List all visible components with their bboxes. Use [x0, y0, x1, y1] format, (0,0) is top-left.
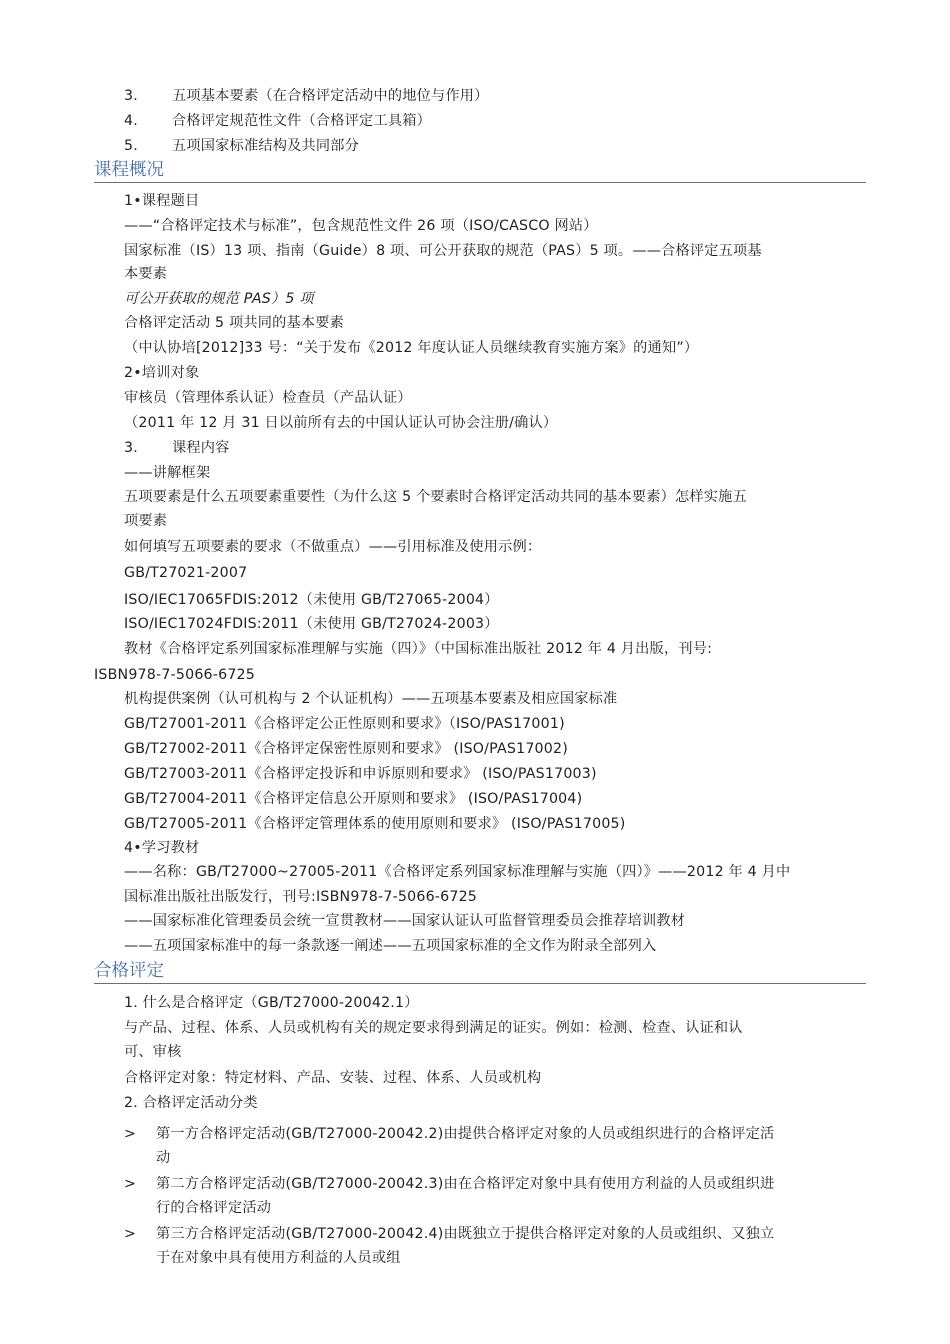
paragraph-line: 机构提供案例（认可机构与 2 个认证机构）——五项基本要素及相应国家标准	[124, 691, 618, 707]
bullet-marker: >	[124, 1126, 136, 1142]
list-text: 合格评定规范性文件（合格评定工具箱）	[172, 113, 431, 129]
subheading-text: 课程内容	[172, 440, 230, 456]
numbered-subheading	[124, 438, 230, 458]
paragraph-line: GB/T27005-2011《合格评定管理体系的使用原则和要求》 (ISO/PAS17005)	[124, 816, 626, 832]
paragraph-line: 1. 什么是合格评定（GB/T27000-20042.1）	[124, 995, 419, 1011]
paragraph-line: 4•学习教材	[124, 840, 200, 856]
paragraph-line: 2. 合格评定活动分类	[124, 1095, 258, 1111]
paragraph-line: （2011 年 12 月 31 日以前所有去的中国认证认可协会注册/确认）	[124, 415, 558, 431]
paragraph-line: 教材《合格评定系列国家标准理解与实施（四）》（中国标准出版社 2012 年 4 月出版，刊号:	[124, 641, 713, 657]
bullet-text: 动	[156, 1150, 171, 1166]
list-number: 3.	[124, 440, 138, 456]
paragraph-line: 2•培训对象	[124, 365, 200, 381]
paragraph-line: 如何填写五项要素的要求（不做重点）——引用标准及使用示例：	[124, 539, 542, 555]
paragraph-line: 审核员（管理体系认证）检查员（产品认证）	[124, 390, 412, 406]
paragraph-line: GB/T27003-2011《合格评定投诉和申诉原则和要求》 (ISO/PAS17003)	[124, 766, 597, 782]
bullet-text: 第三方合格评定活动(GB/T27000-20042.4)由既独立于提供合格评定对象的人员或组织、又独立	[156, 1226, 775, 1242]
paragraph-line: 合格评定对象：特定材料、产品、安装、过程、体系、人员或机构	[124, 1070, 542, 1086]
list-number: 3.	[124, 88, 138, 104]
bullet-marker: >	[124, 1176, 136, 1192]
paragraph-line: GB/T27004-2011《合格评定信息公开原则和要求》 (ISO/PAS17004)	[124, 791, 583, 807]
paragraph-line: 可公开获取的规范 PAS）5 项	[124, 291, 314, 307]
list-text: 五项基本要素（在合格评定活动中的地位与作用）	[172, 88, 489, 104]
paragraph-line: 五项要素是什么五项要素重要性（为什么这 5 个要素时合格评定活动共同的基本要素）怎样实施五	[124, 489, 747, 505]
bullet-text: 第二方合格评定活动(GB/T27000-20042.3)由在合格评定对象中具有使用方利益的人员或组织进	[156, 1176, 775, 1192]
section-heading: 合格评定	[94, 959, 866, 984]
list-number: 4.	[124, 113, 138, 129]
paragraph-line: 国标准出版社出版发行，刊号:ISBN978-7-5066-6725	[124, 889, 478, 905]
bullet-text: 于在对象中具有使用方利益的人员或组	[156, 1250, 401, 1266]
paragraph-line: 与产品、过程、体系、人员或机构有关的规定要求得到满足的证实。例如：检测、检查、认证和认	[124, 1020, 743, 1036]
paragraph-line: ——五项国家标准中的每一条款逐一阐述——五项国家标准的全文作为附录全部列入	[124, 938, 657, 954]
paragraph-line: 1•课程题目	[124, 193, 200, 209]
bullet-marker: >	[124, 1226, 136, 1242]
paragraph-line: 合格评定活动 5 项共同的基本要素	[124, 315, 345, 331]
list-item	[124, 111, 431, 131]
paragraph-line: ISBN978-7-5066-6725	[94, 667, 256, 683]
paragraph-line: 本要素	[124, 266, 168, 282]
bullet-text: 第一方合格评定活动(GB/T27000-20042.2)由提供合格评定对象的人员或组织进行的合格评定活	[156, 1126, 775, 1142]
paragraph-line: ISO/IEC17024FDIS:2011（未使用 GB/T27024-2003）	[124, 616, 499, 632]
bullet-text: 行的合格评定活动	[156, 1200, 272, 1216]
paragraph-line: ——讲解框架	[124, 465, 211, 481]
paragraph-line: GB/T27002-2011《合格评定保密性原则和要求》 (ISO/PAS17002)	[124, 741, 568, 757]
list-number: 5.	[124, 138, 138, 154]
list-item	[124, 86, 489, 106]
paragraph-line: ——国家标准化管理委员会统一宣贯教材——国家认证认可监督管理委员会推荐培训教材	[124, 913, 686, 929]
paragraph-line: 可、审核	[124, 1044, 182, 1060]
paragraph-line: GB/T27001-2011《合格评定公正性原则和要求》（ISO/PAS17001)	[124, 716, 565, 732]
paragraph-line: （中认协培[2012]33 号：“关于发布《2012 年度认证人员继续教育实施方案》的通知”）	[124, 340, 699, 356]
section-heading: 课程概况	[94, 158, 866, 183]
paragraph-line: ISO/IEC17065FDIS:2012（未使用 GB/T27065-2004）	[124, 592, 499, 608]
paragraph-line: GB/T27021-2007	[124, 565, 248, 581]
list-item	[124, 136, 359, 156]
paragraph-line: ——名称：GB/T27000~27005-2011《合格评定系列国家标准理解与实施（四）》——2012 年 4 月中	[124, 864, 791, 880]
paragraph-line: 国家标准（IS）13 项、指南（Guide）8 项、可公开获取的规范（PAS）5 项。——合格评定五项基	[124, 243, 762, 259]
paragraph-line: ——“合格评定技术与标准”，包含规范性文件 26 项（ISO/CASCO 网站）	[124, 218, 598, 234]
paragraph-line: 项要素	[124, 513, 168, 529]
list-text: 五项国家标准结构及共同部分	[172, 138, 360, 154]
